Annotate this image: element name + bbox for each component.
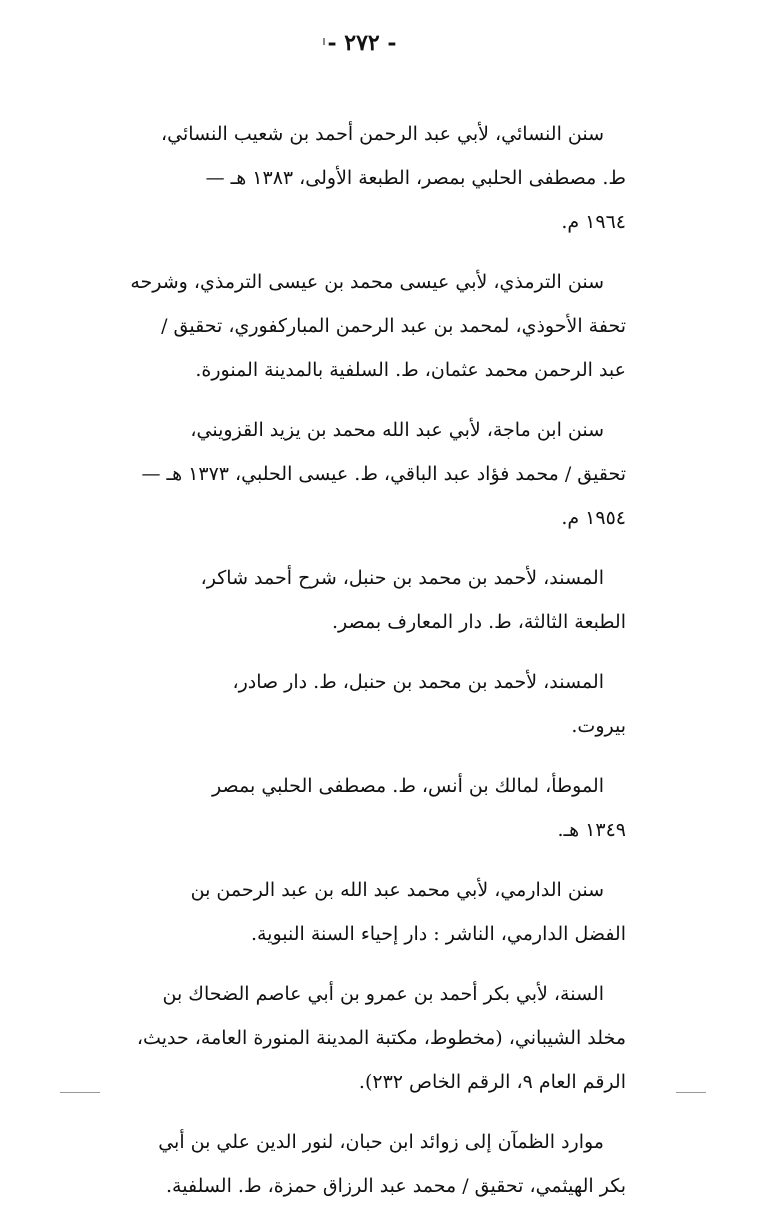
entry-line: موارد الظمآن إلى زوائد ابن حبان، لنور الدين علي بن أبي [158,1131,604,1153]
entry-line: تحفة الأحوذي، لمحمد بن عبد الرحمن المباركفوري، تحقيق / [161,315,626,337]
scan-smudge [676,1092,706,1093]
entry-line: الفضل الدارمي، الناشر : دار إحياء السنة النبوية. [250,923,626,945]
bibliography-entry [126,764,626,852]
entry-line: ١٩٥٤ م. [561,507,626,529]
scan-smudge [60,1092,100,1093]
entry-line: بكر الهيثمي، تحقيق / محمد عبد الرزاق حمزة، ط. السلفية. [166,1175,626,1197]
bibliography-entry [126,972,626,1104]
entry-line: سنن الدارمي، لأبي محمد عبد الله بن عبد الرحمن بن [190,879,604,901]
bibliography-entry [126,1120,626,1208]
entry-line: ط. مصطفى الحلبي بمصر، الطبعة الأولى، ١٣٨٣ هـ — [205,167,626,189]
entry-line: تحقيق / محمد فؤاد عبد الباقي، ط. عيسى الحلبي، ١٣٧٣ هـ — [141,463,626,485]
entry-line: ١٣٤٩ هـ. [557,819,626,841]
entry-line: عبد الرحمن محمد عثمان، ط. السلفية بالمدينة المنورة. [195,359,626,381]
bibliography-entry [126,868,626,956]
entry-line: المسند، لأحمد بن محمد بن حنبل، ط. دار صادر، [232,671,604,693]
entry-line: المسند، لأحمد بن محمد بن حنبل، شرح أحمد شاكر، [200,567,604,589]
bibliography-entry [126,260,626,392]
entry-line: الموطأ، لمالك بن أنس، ط. مصطفى الحلبي بمصر [212,775,604,797]
entry-line: سنن الترمذي، لأبي عيسى محمد بن عيسى الترمذي، وشرحه [130,271,604,293]
bibliography-entry [126,112,626,244]
entry-line: مخلد الشيباني، (مخطوط، مكتبة المدينة المنورة العامة، حديث، [136,1027,626,1049]
page-number: - ٢٧٢ - [327,30,397,56]
bibliography-list [126,112,626,1224]
entry-line: سنن النسائي، لأبي عبد الرحمن أحمد بن شعيب النسائي، [161,123,604,145]
bibliography-entry [126,660,626,748]
bibliography-entry [126,408,626,540]
entry-line: الطبعة الثالثة، ط. دار المعارف بمصر. [331,611,626,633]
bibliography-entry [126,556,626,644]
entry-line: بيروت. [571,715,626,737]
entry-line: ١٩٦٤ م. [561,211,626,233]
entry-line: الرقم العام ٩، الرقم الخاص ٢٣٢). [358,1071,626,1093]
entry-line: سنن ابن ماجة، لأبي عبد الله محمد بن يزيد القزويني، [190,419,604,441]
entry-line: السنة، لأبي بكر أحمد بن عمرو بن أبي عاصم الضحاك بن [162,983,604,1005]
